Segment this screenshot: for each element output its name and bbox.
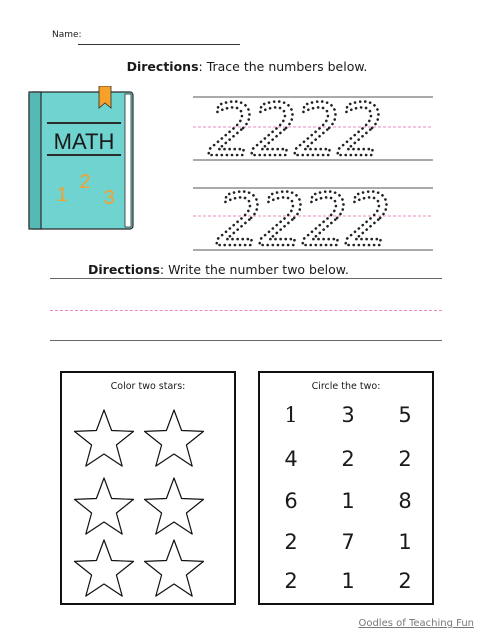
circle-two-box [258,371,434,605]
star-shape[interactable] [145,540,204,596]
math-book-illustration [27,86,137,231]
grid-number[interactable]: 6 [284,489,298,513]
grid-number[interactable]: 2 [398,447,412,471]
trace-digit[interactable]: 2 [337,94,383,172]
footer-credit[interactable]: Oodles of Teaching Fun [358,618,474,629]
grid-number[interactable]: 2 [284,569,298,593]
stars-group [62,373,234,603]
trace-digit[interactable]: 2 [259,178,305,254]
circle-two-title: Circle the two: [311,381,381,392]
trace-area[interactable] [193,94,433,254]
star-shape[interactable] [75,410,134,466]
book-title: MATH [53,129,115,154]
grid-number[interactable]: 2 [284,530,298,554]
grid-number[interactable]: 1 [284,403,298,427]
grid-number[interactable]: 1 [398,530,412,554]
trace-digit[interactable]: 2 [251,94,297,172]
directions-write [88,262,349,277]
grid-number[interactable]: 1 [341,489,355,513]
grid-number[interactable]: 2 [398,569,412,593]
color-stars-title: Color two stars: [110,381,186,392]
grid-number[interactable]: 1 [341,569,355,593]
writing-top-line [50,278,442,279]
trace-digit[interactable]: 2 [208,94,254,172]
grid-number[interactable]: 4 [284,447,298,471]
directions-keyword: Directions [126,59,199,74]
name-label: Name: [52,30,82,40]
writing-mid-line [50,310,442,311]
color-stars-box [60,371,236,605]
grid-number[interactable]: 3 [341,403,355,427]
grid-number[interactable]: 7 [341,530,355,554]
writing-bottom-line[interactable] [50,340,442,341]
trace-digit[interactable]: 2 [294,94,340,172]
name-line[interactable] [78,44,240,45]
directions-keyword: Directions [88,262,160,277]
trace-digit[interactable]: 2 [302,178,348,254]
star-shape[interactable] [145,478,204,534]
trace-digit[interactable]: 2 [216,178,262,254]
book-digit-3: 3 [103,187,115,209]
star-shape[interactable] [145,410,204,466]
star-shape[interactable] [75,478,134,534]
grid-number[interactable]: 2 [341,447,355,471]
trace-digit[interactable]: 2 [345,178,391,254]
directions-trace-text: : Trace the numbers below. [198,59,368,74]
book-digit-2: 2 [79,171,91,193]
grid-number[interactable]: 8 [398,489,412,513]
book-digit-1: 1 [56,184,68,206]
directions-trace [0,59,494,74]
star-shape[interactable] [75,540,134,596]
grid-number[interactable]: 5 [398,403,412,427]
directions-write-text: : Write the number two below. [159,262,349,277]
